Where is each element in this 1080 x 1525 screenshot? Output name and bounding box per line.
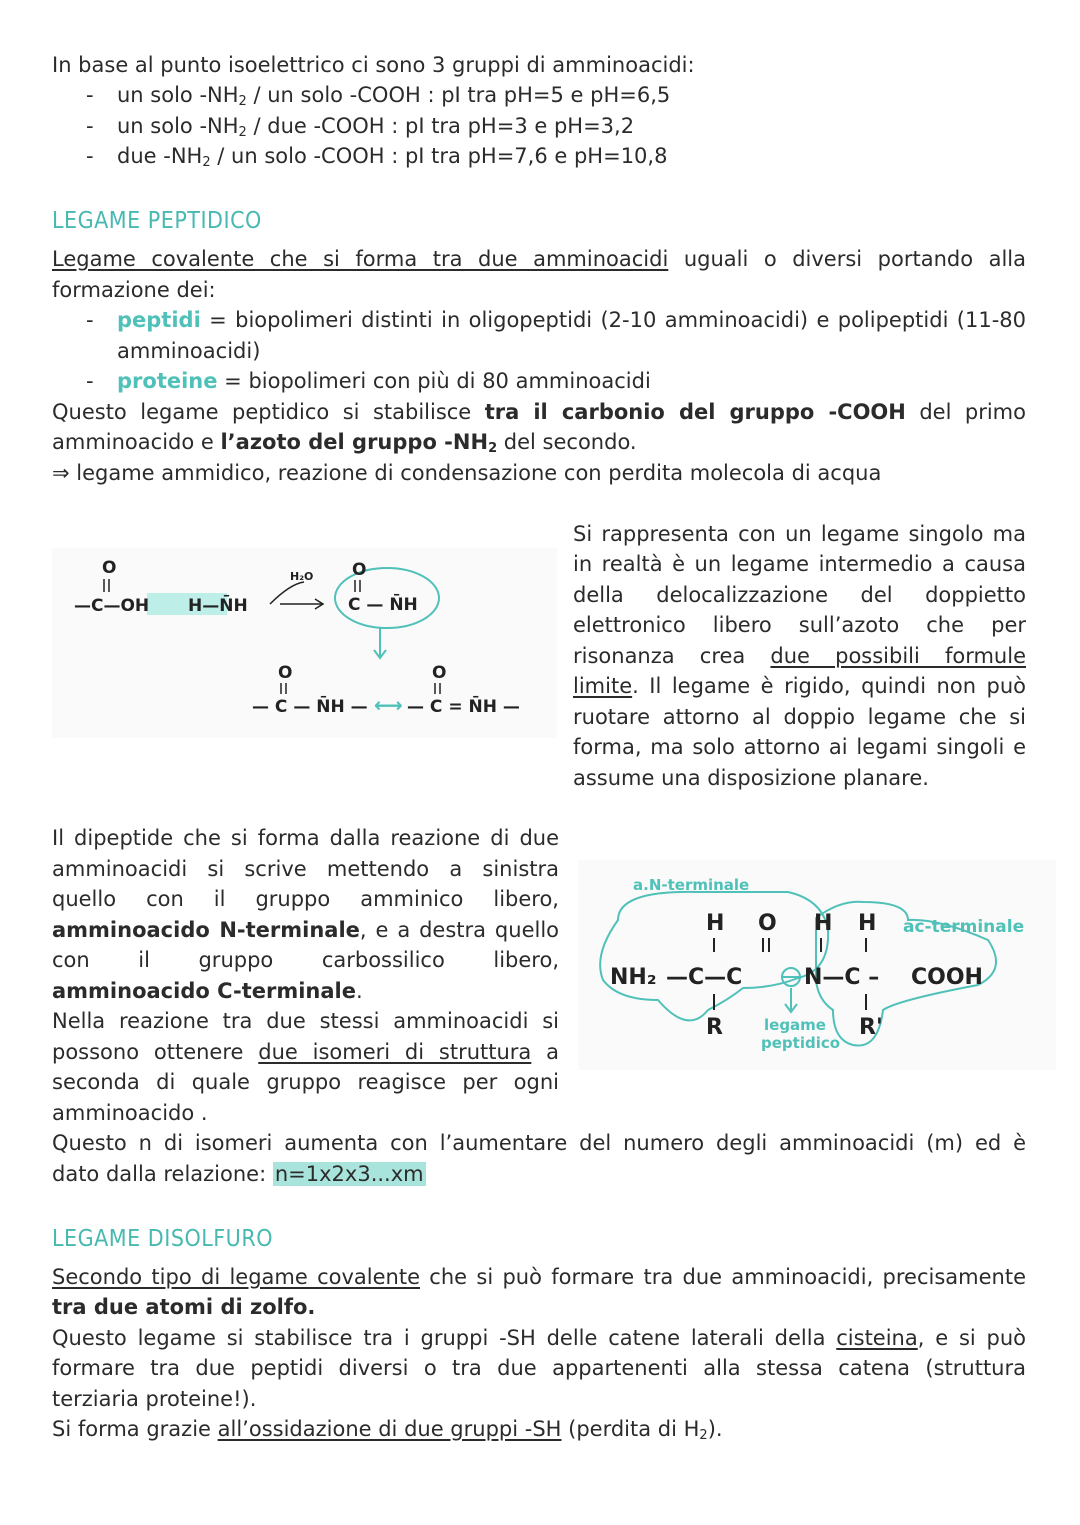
dipeptide-text: Nella reazione tra due stessi amminoacidi si <box>52 1009 559 1033</box>
isomer-formula: n=1x2x3...xm <box>274 1162 424 1186</box>
dipeptide-structure-diagram <box>578 860 1056 1070</box>
n-terminal-label: a.N-terminale <box>633 876 750 894</box>
bullet-dash: - <box>86 369 94 393</box>
resonance-text: della delocalizzazione del doppietto <box>573 583 1026 607</box>
resonance-arrow: ⟷ <box>374 693 403 717</box>
carboxyl-group: COOH <box>911 965 983 990</box>
disulfide-text: Si forma grazie all’ossidazione di due gruppi -SH (perdita di $H_2$). <box>52 1417 723 1443</box>
amide-note: ⇒ legame ammidico, reazione di condensazione con perdita molecola di acqua <box>52 461 882 485</box>
peptide-bond-reaction-diagram <box>52 548 557 738</box>
resonance-form-2: — C = N̄H — <box>407 697 520 717</box>
resonance-text: forma, ma solo attorno ai legami singoli e <box>573 735 1026 759</box>
amino-group: H—N̄H <box>188 596 248 616</box>
resonance-text: in realtà è un legame intermedio a causa <box>573 552 1026 576</box>
oxygen-label: O <box>278 663 293 683</box>
bond-label: legame <box>764 1016 826 1034</box>
resonance-form-1: — C — N̄H — <box>252 697 368 717</box>
amide-product: C — N̄H <box>348 595 418 615</box>
group-item: un solo $-NH_2$ / un solo -COOH : pI tra pH=5 e pH=6,5 <box>117 83 671 109</box>
peptide-definition-cont: formazione dei: <box>52 278 216 302</box>
dipeptide-text: amminoacido C-terminale. <box>52 979 363 1003</box>
dipeptide-text: con il gruppo carbossilico libero, <box>52 948 559 972</box>
resonance-text: assume una disposizione planare. <box>573 766 929 790</box>
disulfide-text: Questo legame si stabilisce tra i gruppi -SH delle catene laterali della cisteina, e si può <box>52 1326 1027 1350</box>
svg-text:N—C –: N—C – <box>804 965 880 990</box>
water-label: H₂O <box>290 570 314 583</box>
peptide-stabilization: Questo legame peptidico si stabilisce tra il carbonio del gruppo -COOH del primo <box>52 400 1026 424</box>
dipeptide-text: quello con il gruppo amminico libero, <box>52 887 559 911</box>
bond-label: peptidico <box>761 1034 841 1052</box>
oxygen-atom: O <box>758 911 777 936</box>
resonance-text: Si rappresenta con un legame singolo ma <box>573 522 1026 546</box>
dipeptide-text: amminoacidi si scrive mettendo a sinistra <box>52 857 559 881</box>
side-chain-r: R <box>706 1015 723 1040</box>
disulfide-text: terziaria proteine!). <box>52 1387 257 1411</box>
hydrogen-atom: H <box>706 911 725 936</box>
dipeptide-text: possono ottenere due isomeri di struttura a <box>52 1040 559 1064</box>
oxygen-label: O <box>352 560 367 580</box>
carboxyl-group: —C—OH <box>74 596 150 616</box>
intro-title: In base al punto isoelettrico ci sono 3 gruppi di amminoacidi: <box>52 53 695 77</box>
section-heading-peptide: LEGAME PEPTIDICO <box>52 208 262 234</box>
resonance-text: elettronico libero sull’azoto che per <box>573 613 1026 637</box>
peptide-definition: Legame covalente che si forma tra due amminoacidi uguali o diversi portando alla <box>52 247 1026 271</box>
bullet-dash: - <box>86 308 94 332</box>
section-heading-disulfide: LEGAME DISOLFURO <box>52 1226 273 1252</box>
hydrogen-atom: H <box>858 911 877 936</box>
peptide-stabilization-cont: amminoacido e l’azoto del gruppo $-NH_2$ del secondo. <box>52 430 637 456</box>
dipeptide-text: seconda di quale gruppo reagisce per ogni <box>52 1070 559 1094</box>
peptide-item-peptidi: peptidi = biopolimeri distinti in oligopeptidi (2-10 amminoacidi) e polipeptidi (11-80 <box>117 308 1026 332</box>
disulfide-text: formare tra due peptidi diversi o tra due appartenenti alla stessa catena (struttura <box>52 1356 1026 1380</box>
bullet-dash: - <box>86 114 94 138</box>
dipeptide-text: amminoacido N-terminale, e a destra quello <box>52 918 560 942</box>
group-item: un solo $-NH_2$ / due -COOH : pI tra pH=3 e pH=3,2 <box>117 114 635 140</box>
oxygen-label: O <box>102 558 117 578</box>
peptide-item-proteine: proteine = biopolimeri con più di 80 amminoacidi <box>117 369 651 393</box>
isomer-formula-line: dato dalla relazione: n=1x2x3...xm <box>52 1162 424 1186</box>
resonance-text: ruotare attorno al doppio legame che si <box>573 705 1026 729</box>
disulfide-text: tra due atomi di zolfo. <box>52 1295 316 1319</box>
disulfide-text: Secondo tipo di legame covalente che si può formare tra due amminoacidi, precisamente <box>52 1265 1026 1289</box>
resonance-text: risonanza crea due possibili formule <box>573 644 1027 668</box>
side-chain-r2: R' <box>859 1015 883 1040</box>
dipeptide-text: Il dipeptide che si forma dalla reazione di due <box>52 826 559 850</box>
amino-group: NH₂ <box>610 965 657 990</box>
group-item: due $-NH_2$ / un solo -COOH : pI tra pH=7,6 e pH=10,8 <box>117 144 668 170</box>
bullet-dash: - <box>86 83 94 107</box>
svg-text:—C—C: —C—C <box>666 965 743 990</box>
resonance-text: limite. Il legame è rigido, quindi non può <box>573 674 1026 698</box>
isomer-text: Questo n di isomeri aumenta con l’aumentare del numero degli amminoacidi (m) ed è <box>52 1131 1026 1155</box>
hydrogen-atom: H <box>814 911 833 936</box>
c-terminal-label: ac-terminale <box>903 917 1025 937</box>
bullet-dash: - <box>86 144 94 168</box>
oxygen-label: O <box>432 663 447 683</box>
dipeptide-text: amminoacido . <box>52 1101 208 1125</box>
peptide-item-peptidi-cont: amminoacidi) <box>117 339 261 363</box>
